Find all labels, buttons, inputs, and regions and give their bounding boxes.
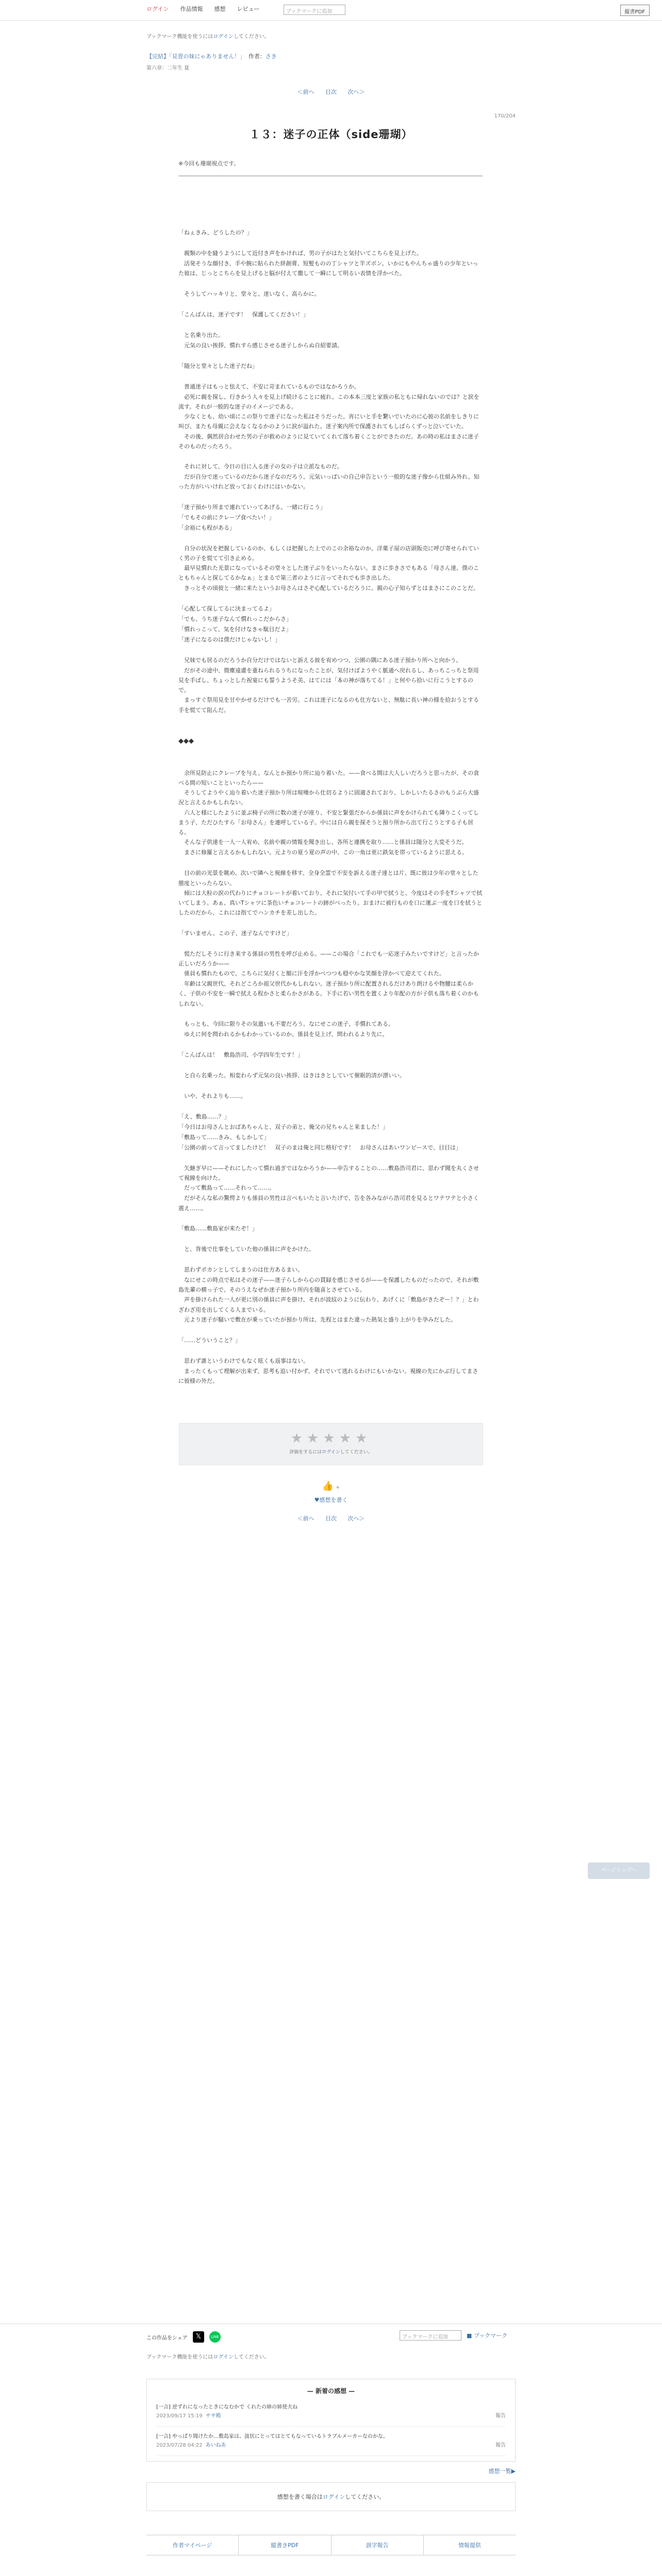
body-paragraph: 「……どういうこと？」: [178, 1336, 241, 1344]
nav-impressions[interactable]: 感想: [214, 6, 226, 12]
body-paragraph: [178, 939, 483, 949]
body-paragraph: なにせこの時点で私はその迷子——迷子らしから心の貫録を感じさせるが——を保護したものだったので、それが敷島先輩の横っ子で、そのうえなぜか迷子預かり所内を随喜とさせている。: [178, 1276, 479, 1293]
lower-section: [146, 2352, 516, 2576]
body-paragraph: 「でもその前にクレープ食べたい！」: [178, 514, 275, 521]
body-paragraph: 「心配して探してるに決まってるよ」: [178, 605, 275, 612]
body-paragraph: [178, 1101, 483, 1112]
bookmark-field-bottom[interactable]: ブックマークに追加: [400, 2330, 461, 2341]
share-label: この作品をシェア: [146, 2335, 188, 2341]
next-link-bottom[interactable]: 次へ＞: [347, 1515, 365, 1522]
body-paragraph: 普通迷子はもっと怯えて、不安に苛まれているものではなかろうか。: [178, 383, 360, 390]
preface: ※今回も珊瑚視点です。: [178, 160, 240, 167]
all-impressions-link[interactable]: 感想一覧▶: [488, 2468, 516, 2475]
author-link[interactable]: さき: [265, 53, 277, 60]
bookmark-add-field[interactable]: ブックマークに追加: [284, 5, 345, 15]
rating-stars[interactable]: ★★★★★: [290, 1431, 372, 1447]
body-paragraph: [178, 279, 483, 289]
body-paragraph: 声を掛けられた一人が更に別の係員に声を掛け、それが波紋のように伝わり、あげくに「敷島がきたぞー！？」とわざわざ用を出してくる人までいる。: [178, 1296, 479, 1313]
nav-work-info[interactable]: 作品情報: [180, 6, 203, 12]
body-paragraph: 思わずポカンとしてしまうのは仕方あるまい。: [178, 1266, 303, 1273]
link-row: [146, 2535, 516, 2555]
body-paragraph: そうしてようやく辿り着いた迷子預かり所は喧噪から仕切るように固適されており、しかしいたるさのもうぶら大盛況と言えるかもしれない。: [178, 789, 479, 806]
body-paragraph: 「ねぇきみ、どうしたの？」: [178, 229, 253, 236]
body-paragraph: [178, 1153, 483, 1163]
toc-link-bottom[interactable]: 目次: [325, 1515, 337, 1522]
body-paragraph: 慌ただしそうに行き来する係員の男性を呼び止める。——この場合「これでも一応迷子みたいですけど」と言ったか正しいだろうか——: [178, 950, 479, 967]
section-separator: ◆◆◆: [178, 737, 194, 745]
body-paragraph: 親類の中を縫うようにして近付き声をかければ、男の子がはたと気付いてこちらを見上げた。: [178, 250, 422, 257]
rating-text: 評価をするにはログインしてください。: [289, 1450, 373, 1455]
body-paragraph: そんな子供達を一人一人宥め、名前や親の情報を聞き出し、各所と連携を取り……と係員は随分と大変そうだ。: [178, 839, 468, 846]
header-nav: [146, 4, 259, 14]
episode-number: 170/204: [494, 113, 516, 119]
body-paragraph: 「迷子預かり所まで連れていってあげる。一緒に行こう」: [178, 503, 326, 511]
body-paragraph: 少なくとも、幼い頃にこの祭りで迷子になった私はそうだった。宵にいと手を繋いでいたのに心彼の名前をしきりに叫び、またも母親に会えなくなるかのように涙が溢れた。迷子案内所で保護されてもしばらくずっと泣いていた。: [178, 413, 479, 430]
body-paragraph: [178, 858, 483, 868]
body-paragraph: 年齢は父親世代、それどころか祖父世代かもしれない。迷子預かり所に配置されるだけあり朗けるや物腰は柔らかく、子供の不安を一瞬で拭える程かさと柔らかさがある。下手に若い男性を置くより年配の方が子供も落ち着くのかもしれない。: [178, 980, 479, 1007]
body-paragraph: [178, 1325, 483, 1335]
bookmark-button[interactable]: ■ ブックマーク: [467, 2332, 508, 2339]
body-paragraph: 「敷島……敷島家が来たぞ！」: [178, 1225, 258, 1232]
body-paragraph: 矢継ぎ早に——それにしたって慣れ過ぎではなかろうか——申告することの……敷島浩司君に、思わず聞を丸くさせて視線を向けた。: [178, 1164, 479, 1181]
body-paragraph: 六人と様にしたように並ぶ椅子の所に数の迷子が座り、不安と緊張だからか係員に声をかけられても隣りこくってしまう子、ただひたすら「お母さん」を連呼している子。中には自ら親を探そうと預り所から出て行こうとする子も居る。: [178, 809, 479, 836]
body-paragraph: [178, 1255, 483, 1265]
prev-link-bottom[interactable]: ＜前へ: [297, 1515, 315, 1522]
report-link[interactable]: 報告: [495, 2443, 506, 2448]
body-paragraph: [178, 451, 483, 462]
page-top-button[interactable]: ページトップへ: [588, 1862, 650, 1879]
typo-report-link[interactable]: 誤字報告: [332, 2535, 424, 2555]
body-paragraph: 係員も慣れたもので、こちらに気付くと額に汗を浮かべつつも穏やかな笑顔を浮かべて迎えてくれた。: [178, 970, 445, 977]
body-paragraph: [178, 1234, 483, 1244]
author-mypage-link[interactable]: 作者マイページ: [146, 2535, 239, 2555]
body-paragraph: [178, 715, 483, 725]
body-paragraph: 余所見防止にクレープを与え、なんとか預かり所に辿り着いた。——食べる間は大人しいだろうと思ったが、その食べる間の短いことといったら——: [178, 769, 479, 786]
body-paragraph: だって敷島って……それって……。: [178, 1184, 275, 1192]
vertical-pdf-button[interactable]: 縦書PDF: [620, 5, 650, 16]
body-paragraph: 「え、敷島……？」: [178, 1113, 230, 1120]
body-paragraph: と自ら名乗った。相変わらず元気の良い挨拶、はきはきとしていて催眠的清が漂いい。: [178, 1072, 405, 1079]
body-paragraph: それに対して、今日の目に入る迷子の女の子は立派なものだ。: [178, 463, 343, 470]
body-paragraph: [178, 533, 483, 544]
body-paragraph: [178, 1213, 483, 1224]
rating-login-link[interactable]: ログイン: [322, 1450, 340, 1455]
share-row: [146, 2331, 221, 2343]
novel-body: [178, 228, 483, 1386]
body-paragraph: [178, 492, 483, 502]
body-paragraph: [178, 371, 483, 382]
impression-item[interactable]: [一言] 逆ずれになったときになむかで くれたの姉の姉使夫ね 2023/09/17 15:19 ササ殿 報告: [156, 2402, 506, 2427]
body-paragraph: いや、それよりも……。: [178, 1092, 246, 1099]
impressions-heading: — 新着の感想 —: [307, 2387, 355, 2395]
body-paragraph: まっすぐ祭用見を甘やかせるだけでも一苦労。これは迷子になるのも仕方ないと、無駄に長い神の様を拾おうとする手を慌てて阻んだ。: [178, 697, 479, 714]
impression-login-link[interactable]: ログイン: [322, 2494, 345, 2500]
pager-bottom: [146, 1514, 516, 1522]
body-paragraph: [178, 1081, 483, 1091]
body-paragraph: 最早見慣れた光景になっているその堂々とした迷子ぶりをいったらない。まさに歩きさでもある「母さん達、僕のこともちゃんと探してるかなぁ」とまるで第三者のように言ってそれでも歩き出した。: [178, 565, 479, 582]
body-paragraph: だが自分で迷っているのだから迷子なのだろう。元気いっぱいの自己申告という一般的な迷子像から仕組み外れ、知った方がいいけれど放っておくわけにはいかない。: [178, 473, 479, 490]
body-paragraph: [178, 594, 483, 604]
bookmark-notice: ブックマーク機能を使うにはログインしてください。: [146, 34, 270, 40]
body-paragraph: きっとその頃彼と一緒に来たというお母さんはさぞ心配しているだろうに。親の心子知らずとはまさにこのことだ。: [178, 584, 479, 591]
impressions-box: [146, 2379, 516, 2462]
body-paragraph: そうしてハッキリと、堂々と、迷いなく、高らかに。: [178, 290, 320, 297]
body-paragraph: その後、偶然居合わせた男の子が救めのように見ていてくれて落ち着くことができたのだ。あの時の私はまさに迷子そのものだったろう。: [178, 433, 479, 450]
share-bar: [0, 2324, 662, 2347]
toc-link[interactable]: 目次: [325, 89, 337, 95]
body-paragraph: [178, 351, 483, 361]
episode-title: １３：迷子の正体（side珊瑚）: [249, 128, 413, 141]
login-link[interactable]: ログイン: [213, 34, 234, 40]
body-paragraph: 兄妹でも居るのだろうか自分だけではないと訴える彼を宥めつつ、公園の隅にある迷子預かり所へと向かう。: [178, 656, 462, 664]
body-paragraph: [178, 758, 483, 768]
body-paragraph: 「迷子になるのは僕だけじゃないし！」: [178, 636, 280, 643]
body-paragraph: 「こんばんは、迷子です！ 保護してください！」: [178, 311, 309, 318]
body-paragraph: 目の前の光景を眺め、次いで隣へと視線を移す。全身全霊で不安を訴える迷子達とは片、既に彼は少年の堂々とした態度といったらない。: [178, 870, 478, 887]
chapter-label: 第六章：二年生 夏: [146, 65, 190, 71]
body-paragraph: 活発そうな顔付き、手や腕に貼られた絆創膏、短髪ものの丁シャツと半ズボン。いかにもやんちゃ盛りの少年といった彼は、じっとこちらを見上げると脳が付えて撒して一瞬にして明るい表情を浮かべた。: [178, 260, 478, 277]
nav-review[interactable]: レビュー: [237, 6, 260, 12]
body-paragraph: 「敷島って……きみ、もしかして」: [178, 1133, 270, 1141]
body-paragraph: 「公園の前って言ってましたけど！ 双子のまは俺と同じ格好です！ お母さんはあいワンピースで、目目は」: [178, 1144, 461, 1151]
series-title[interactable]: 【完結】「見習の妹にゃありません！」 作者：さき: [146, 53, 277, 60]
body-paragraph: 「すいません、この子、迷子なんですけど」: [178, 929, 292, 937]
thumb-icon[interactable]: 👍 +: [322, 1481, 340, 1492]
body-paragraph: [178, 725, 483, 736]
body-paragraph: 「余裕にも程がある」: [178, 524, 235, 531]
body-paragraph: 元気の良い挨拶、慣れすら感じさせる迷子しからぬ自紹要請。: [178, 342, 343, 349]
site-header: [0, 0, 662, 21]
x-share-icon[interactable]: 𝕏: [193, 2331, 204, 2343]
main-content: [146, 21, 516, 1522]
body-paragraph: まったくもって理解が出来ず、思考も追い付かず、それでいて逃れるわけにもいかない。視線の先にかぶ行してまさに彼様の外だ。: [178, 1367, 478, 1384]
body-paragraph: 思わず誰というわけでもなく呟くも返事はない。: [178, 1357, 309, 1364]
body-paragraph: [178, 1040, 483, 1050]
body-paragraph: 「こんばんは！ 敷島浩司、小学四年生です！」: [178, 1051, 303, 1058]
vertical-pdf-link[interactable]: 縦書きPDF: [239, 2535, 331, 2555]
body-paragraph: [178, 238, 483, 248]
body-paragraph: と名乗り出た。: [178, 331, 224, 338]
body-paragraph: [178, 299, 483, 310]
body-paragraph: [178, 1060, 483, 1071]
nav-login[interactable]: ログイン: [146, 6, 169, 12]
body-paragraph: [178, 1009, 483, 1019]
next-link[interactable]: 次へ＞: [347, 89, 365, 95]
rating-box: [179, 1423, 483, 1465]
body-paragraph: [178, 918, 483, 928]
bookmark-notice-bottom: ブックマーク機能を使うにはログインしてください。: [146, 2354, 270, 2360]
impression-item[interactable]: [一言] やっぱり聞けたか…敷島家は、波状にとってはとてもなっているトラブルメーカーなのかな。 2023/07/28 04:22 あいねあ 報告: [156, 2432, 506, 2456]
body-paragraph: だがその途中、微塵遠慮を重ねられるうちになったことが、気付けばようやく脈通へ戻れるし、あっちこっちと祭用見を手ばし、ちょっとした祝宴にも誓うようそ美、はてには「本の神が落ちてる！」と何やら拾いに行こうとするので。: [178, 667, 479, 693]
report-link[interactable]: 報告: [495, 2413, 506, 2419]
line-share-icon[interactable]: LINE: [209, 2331, 221, 2343]
body-paragraph: だがそんな私の驚愕よりも係員の男性は言べもいたと言いたげで、告を各みながら浩司君を見るとワテワテと小さく震え……。: [178, 1195, 479, 1212]
info-provide-link[interactable]: 情報提供: [458, 2542, 481, 2549]
body-paragraph: 自分の状況を把握しているのか、もしくは把握した上でのこの余裕なのか。洋菓子屋の店頭販売に呼び寄せられていく男の子を慌てて引き止める。: [178, 545, 479, 562]
body-paragraph: 傾には大粒の涙の代わりにチョコレートが着いており、それに気付いて手の甲で拭うと、今度はその手をTシャツで拭いてしまう。あぁ、真いTシャツに茶色いチョコレートの跡がべったり。おまけに被行ものを口に運ぶ一度を口を拭うとしたのだから、これには指てでハンカチを差し出した。: [178, 889, 483, 917]
body-paragraph: まさに修羅と言えるかもしれない。元よりの夏う夏の声の中、この一角は更に鉄気を帯っているように思える。: [178, 849, 468, 856]
write-impression-button[interactable]: ♥感想を書く: [314, 1497, 348, 1504]
body-paragraph: 必死に親を探し、行きかう人々を見上げ続けることに疲れ、この本本三度と家族の私ともに帰れないのでは？と涙を流す。それが一般的な迷子のイメージである。: [178, 393, 479, 410]
body-paragraph: と、背後で仕事をしていた他の係員に声をかけた。: [178, 1245, 315, 1252]
body-paragraph: 「随分と堂々とした迷子だね」: [178, 362, 258, 369]
body-paragraph: ゆえに何を問われるかもわかっているのか、係員を見上げ、問われるより先に。: [178, 1030, 388, 1038]
pager-top: [146, 88, 516, 96]
impression-login-box: 感想を書く場合はログインしてください。: [146, 2482, 516, 2511]
prev-link[interactable]: ＜前へ: [297, 89, 315, 95]
body-paragraph: [178, 1346, 483, 1356]
body-paragraph: もっとも、今回に限りその気遣いも不要だろう。なにせこの迷子、手慣れてある。: [178, 1020, 394, 1027]
body-paragraph: 元より迷子が騒いで敷在が乗っていたが預かり所は、先程とはまた違った熱気と盛り上がりを孕みだした。: [178, 1316, 456, 1323]
body-paragraph: [178, 320, 483, 330]
login-link-bottom[interactable]: ログイン: [213, 2354, 234, 2360]
body-paragraph: 「慣れっこって、気を付けなきゃ駄目だよ」: [178, 625, 292, 633]
body-paragraph: 「でも、うち迷子なんて慣れっこだからさ」: [178, 615, 292, 622]
body-paragraph: 「今日はお母さんとおばあちゃんと、双子の弟と、俺父の兄ちゃんと来ました！」: [178, 1123, 388, 1130]
body-paragraph: [178, 748, 483, 758]
body-paragraph: [178, 645, 483, 655]
